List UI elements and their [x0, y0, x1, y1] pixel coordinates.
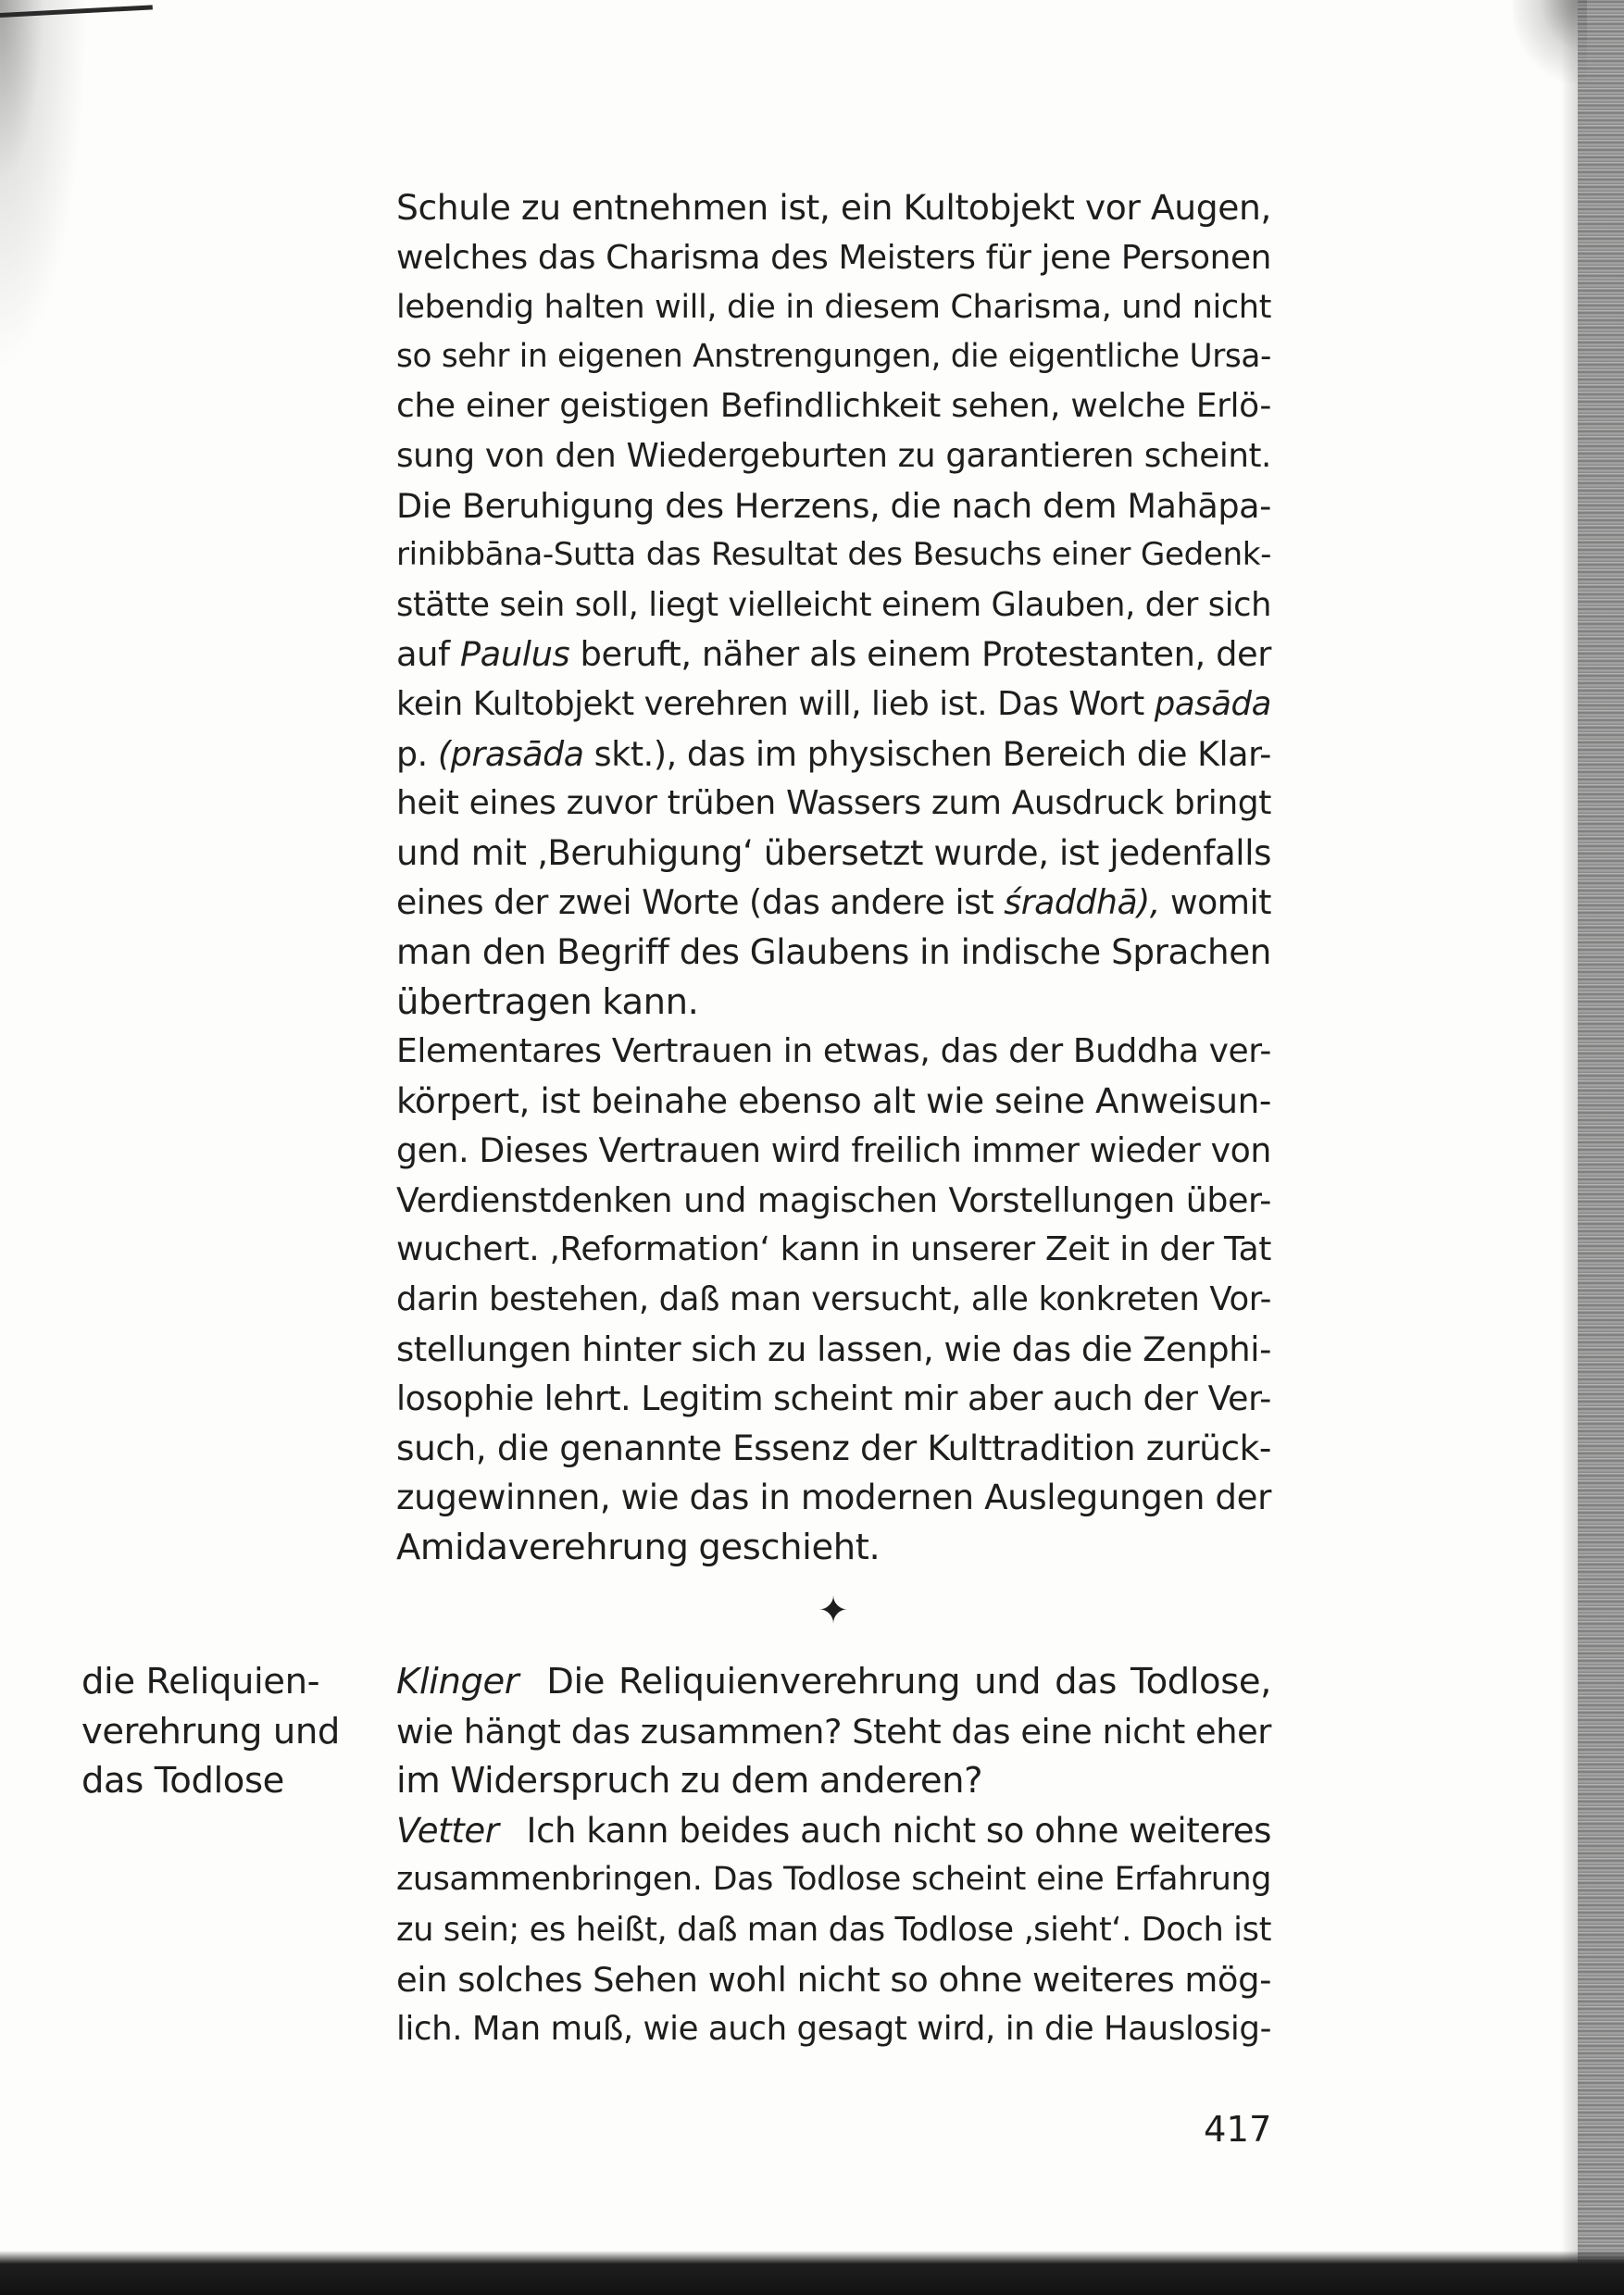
scan-edge-bottom	[0, 2251, 1624, 2295]
speaker-name: Vetter	[396, 1810, 499, 1851]
text-line	[396, 481, 1271, 531]
line-text: p.	[396, 733, 438, 774]
line-text: Verdienstdenken und magischen Vorstellungen über-	[396, 1179, 1271, 1220]
italic-term: (prasāda	[437, 733, 584, 774]
text-line	[396, 1176, 1271, 1226]
line-text: such, die genannte Essenz der Kulttradition zurück-	[396, 1427, 1271, 1468]
text-line	[396, 1523, 1271, 1573]
text-line	[396, 1905, 1271, 1955]
speaker-name: Klinger	[396, 1661, 519, 1703]
margin-note-line: verehrung und	[81, 1710, 340, 1752]
text-line	[396, 1325, 1271, 1375]
text-line	[396, 381, 1271, 431]
text-line	[396, 1955, 1271, 2005]
margin-note-line: die Reliquien-	[81, 1661, 320, 1703]
text-line	[396, 1806, 1271, 1856]
text-line	[396, 431, 1271, 481]
scan-shadow-right-inner	[1561, 0, 1578, 2295]
line-text: übertragen kann.	[396, 980, 699, 1023]
text-line	[396, 1225, 1271, 1275]
scan-edge-right	[1578, 0, 1624, 2295]
line-text: heit eines zuvor trüben Wassers zum Ausdruck bringt	[396, 784, 1271, 823]
text-line	[396, 630, 1271, 680]
line-text: skt.), das im physischen Bereich die Klar-	[583, 733, 1271, 774]
text-line	[396, 1855, 1271, 1905]
text-line	[396, 1657, 1271, 1707]
line-text: zusammenbringen. Das Todlose scheint eine Erfahrung	[396, 1861, 1271, 1899]
text-line	[396, 282, 1271, 332]
line-text: lich. Man muß, wie auch gesagt wird, in die Hauslosig-	[396, 2010, 1271, 2049]
dialog-paragraphs	[396, 1657, 1271, 2054]
line-text: Schule zu entnehmen ist, ein Kultobjekt vor Augen,	[396, 187, 1271, 228]
text-line	[396, 1077, 1271, 1127]
margin-note-line: das Todlose	[81, 1760, 284, 1802]
page-number: 417	[1204, 2109, 1272, 2151]
text-line	[396, 1126, 1271, 1176]
line-text: zugewinnen, wie das in modernen Auslegungen der	[396, 1477, 1271, 1518]
scan-shadow-left	[0, 0, 88, 370]
text-line	[396, 2004, 1271, 2054]
margin-note	[81, 1657, 341, 1806]
line-text: Elementares Vertrauen in etwas, das der Buddha ver-	[396, 1032, 1271, 1071]
line-text: im Widerspruch zu dem anderen?	[396, 1760, 983, 1802]
text-line	[396, 779, 1271, 829]
line-text: körpert, ist beinahe ebenso alt wie seine Anweisun-	[396, 1079, 1271, 1121]
line-text: lebendig halten will, die in diesem Charisma, und nicht	[396, 288, 1271, 327]
line-text: womit	[1159, 882, 1271, 923]
italic-term: Paulus	[459, 634, 570, 675]
text-line	[396, 580, 1271, 630]
text-line	[396, 1473, 1271, 1523]
text-line	[396, 1374, 1271, 1424]
text-line	[396, 1275, 1271, 1325]
text-line	[396, 680, 1271, 730]
line-text: gen. Dieses Vertrauen wird freilich immer wieder von	[396, 1130, 1271, 1171]
line-text: und mit ‚Beruhigung‘ übersetzt wurde, ist jedenfalls	[396, 832, 1271, 873]
line-text: darin bestehen, daß man versucht, alle konkreten Vor-	[396, 1280, 1271, 1319]
line-text: losophie lehrt. Legitim scheint mir aber auch der Ver-	[396, 1378, 1271, 1419]
line-text: wie hängt das zusammen? Steht das eine nicht eher	[396, 1711, 1271, 1752]
line-text: rinibbāna-Sutta das Resultat des Besuchs einer Gedenk-	[396, 536, 1271, 574]
line-text: Ich kann beides auch nicht so ohne weiteres	[526, 1810, 1271, 1851]
line-text: zu sein; es heißt, daß man das Todlose ‚sieht‘. Doch ist	[396, 1910, 1271, 1949]
text-line	[396, 978, 1271, 1028]
text-line	[396, 878, 1271, 928]
line-text: beruft, näher als einem Protestanten, der	[569, 634, 1271, 675]
text-line	[396, 829, 1271, 879]
section-divider-ornament: ✦	[818, 1590, 849, 1632]
text-line	[396, 530, 1271, 580]
main-paragraphs	[396, 183, 1271, 1573]
line-text: welches das Charisma des Meisters für jene Personen	[396, 238, 1271, 277]
line-text: auf	[396, 634, 460, 675]
text-line	[396, 332, 1271, 382]
text-line	[396, 1756, 1271, 1806]
text-line	[396, 1424, 1271, 1474]
line-text: Die Reliquienverehrung und das Todlose,	[546, 1661, 1271, 1703]
text-line	[396, 928, 1271, 978]
line-text: ein solches Sehen wohl nicht so ohne weiteres mög-	[396, 1959, 1271, 2000]
italic-term: śraddhā),	[1004, 882, 1160, 923]
text-line	[396, 1707, 1271, 1757]
line-text: so sehr in eigenen Anstrengungen, die eigentliche Ursa-	[396, 337, 1271, 375]
line-text: kein Kultobjekt verehren will, lieb ist. Das Wort	[396, 684, 1155, 723]
line-text: stätte sein soll, liegt vielleicht einem Glauben, der sich	[396, 585, 1271, 624]
italic-term: pasāda	[1154, 684, 1271, 723]
line-text: Die Beruhigung des Herzens, die nach dem Mahāpa-	[396, 485, 1271, 526]
text-line	[396, 183, 1271, 233]
line-text: Amidaverehrung geschieht.	[396, 1527, 881, 1569]
text-line	[396, 730, 1271, 780]
line-text: wuchert. ‚Reformation‘ kann in unserer Zeit in der Tat	[396, 1230, 1271, 1269]
text-line	[396, 1027, 1271, 1077]
line-text: sung von den Wiedergeburten zu garantieren scheint.	[396, 436, 1271, 475]
line-text: man den Begriff des Glaubens in indische Sprachen	[396, 930, 1271, 972]
line-text: eines der zwei Worte (das andere ist	[396, 882, 1005, 923]
text-line	[396, 233, 1271, 283]
line-text: che einer geistigen Befindlichkeit sehen, welche Erlö-	[396, 387, 1271, 426]
line-text: stellungen hinter sich zu lassen, wie das die Zenphi-	[396, 1328, 1271, 1369]
